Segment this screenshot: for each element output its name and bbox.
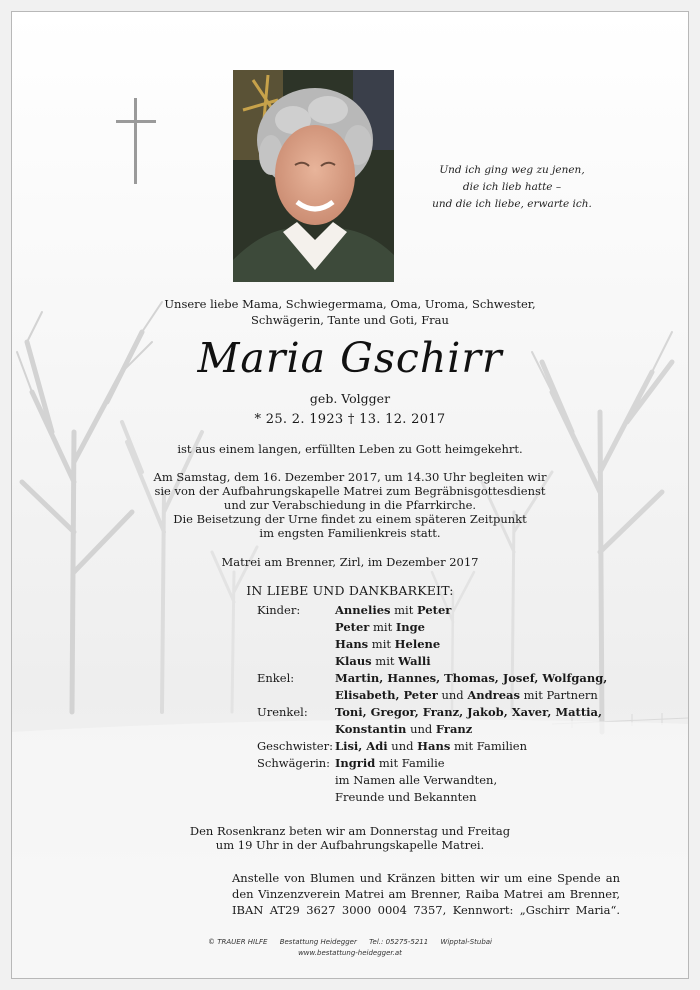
portrait-photo — [233, 70, 394, 282]
mourner-name: Elisabeth, Peter — [335, 688, 438, 702]
mourner-row-kinder — [257, 602, 607, 670]
mourner-row-geschwister — [257, 738, 607, 755]
parte-card — [11, 11, 689, 979]
connector: und — [387, 739, 418, 753]
footer-imprint — [12, 937, 688, 959]
funeral-line: sie von der Aufbahrungskapelle Matrei zum Begräbnisgottesdienst — [154, 484, 546, 498]
connector: mit Familie — [375, 756, 445, 770]
connector: und — [406, 722, 436, 736]
quote-line: die ich lieb hatte – — [462, 181, 562, 193]
donation-line: den Vinzenzverein Matrei am Brenner, Raiba Matrei am Brenner, — [232, 887, 620, 901]
connector: mit — [371, 654, 399, 668]
mourners-list — [257, 602, 607, 806]
thanks-heading: IN LIEBE UND DANKBARKEIT: — [246, 583, 454, 598]
mourner-names — [335, 602, 451, 670]
deceased-name: Maria Gschirr — [197, 334, 503, 382]
mourner-role: Kinder: — [257, 603, 301, 617]
mourner-name: Lisi, Adi — [335, 739, 388, 753]
funeral-line: und zur Verabschiedung in die Pfarrkirche. — [223, 498, 477, 512]
mourner-names — [335, 670, 607, 704]
mourner-text: Freunde und Bekannten — [335, 790, 477, 804]
relation-text — [12, 296, 688, 328]
funeral-line: Am Samstag, dem 16. Dezember 2017, um 14.30 Uhr begleiten wir — [153, 470, 547, 484]
mourner-row-schwaegerin — [257, 755, 607, 806]
connector: mit — [369, 620, 396, 634]
quote-line: und die ich liebe, erwarte ich. — [432, 198, 592, 210]
mourner-row-urenkel — [257, 704, 607, 738]
footer-brand: © TRAUER HILFE — [208, 938, 268, 946]
mourner-names — [335, 755, 497, 806]
mourner-name: Toni, Gregor, Franz, Jakob, Xaver, Mattia, — [335, 705, 602, 719]
mourner-name: Martin, Hannes, Thomas, Josef, Wolfgang, — [335, 671, 608, 685]
mourner-name: Konstantin — [335, 722, 407, 736]
place-date: Matrei am Brenner, Zirl, im Dezember 2017 — [221, 555, 479, 569]
rosary-line: Den Rosenkranz beten wir am Donnerstag und Freitag — [189, 824, 511, 838]
cross-icon — [116, 98, 156, 184]
mourner-name: Franz — [435, 722, 473, 736]
mourner-name: Hans — [417, 739, 451, 753]
connector: mit Familien — [450, 739, 528, 753]
mourner-role: Enkel: — [257, 671, 295, 685]
life-dates: * 25. 2. 1923 † 13. 12. 2017 — [254, 412, 446, 427]
mourner-name: Hans — [335, 637, 369, 651]
funeral-details — [12, 470, 688, 540]
mourner-role: Geschwister: — [257, 739, 333, 753]
connector: mit — [368, 637, 395, 651]
mourner-role: Schwägerin: — [257, 756, 331, 770]
mourner-name: Peter — [417, 603, 452, 617]
footer-company: Bestattung Heidegger — [279, 938, 357, 946]
funeral-line: im engsten Familienkreis statt. — [259, 526, 441, 540]
mourner-name: Inge — [395, 620, 425, 634]
mourner-name: Klaus — [335, 654, 372, 668]
birth-name: geb. Volgger — [309, 391, 391, 406]
footer-website-link[interactable]: www.bestattung-heidegger.at — [298, 949, 402, 957]
connector: mit — [390, 603, 418, 617]
mourner-name: Ingrid — [335, 756, 376, 770]
connector: und — [437, 688, 468, 702]
mourner-name: Helene — [394, 637, 441, 651]
connector: mit Partnern — [519, 688, 598, 702]
mourner-names — [335, 704, 602, 738]
mourner-name: Andreas — [467, 688, 520, 702]
footer-phone: Tel.: 05275-5211 — [369, 938, 429, 946]
mourner-role: Urenkel: — [257, 705, 308, 719]
donation-notice — [232, 870, 620, 918]
life-statement: ist aus einem langen, erfüllten Leben zu Gott heimgekehrt. — [177, 442, 523, 456]
rosary-notice — [12, 824, 688, 852]
rosary-line: um 19 Uhr in der Aufbahrungskapelle Matrei. — [215, 838, 485, 852]
relation-line: Schwägerin, Tante und Goti, Frau — [251, 313, 449, 327]
funeral-line: Die Beisetzung der Urne findet zu einem späteren Zeitpunkt — [173, 512, 527, 526]
mourner-name: Walli — [398, 654, 431, 668]
donation-line: IBAN AT29 3627 3000 0004 7357, Kennwort: „Gschirr Maria“. — [232, 903, 620, 917]
mourner-names — [335, 738, 527, 755]
donation-line: Anstelle von Blumen und Kränzen bitten wir um eine Spende an — [232, 871, 620, 885]
quote-line: Und ich ging weg zu jenen, — [439, 164, 585, 176]
memorial-quote — [412, 162, 612, 213]
mourner-row-enkel — [257, 670, 607, 704]
mourner-name: Peter — [335, 620, 370, 634]
relation-line: Unsere liebe Mama, Schwiegermama, Oma, Uroma, Schwester, — [164, 297, 536, 311]
mourner-name: Annelies — [335, 603, 391, 617]
mourner-text: im Namen alle Verwandten, — [335, 773, 498, 787]
footer-region: Wipptal-Stubai — [440, 938, 492, 946]
